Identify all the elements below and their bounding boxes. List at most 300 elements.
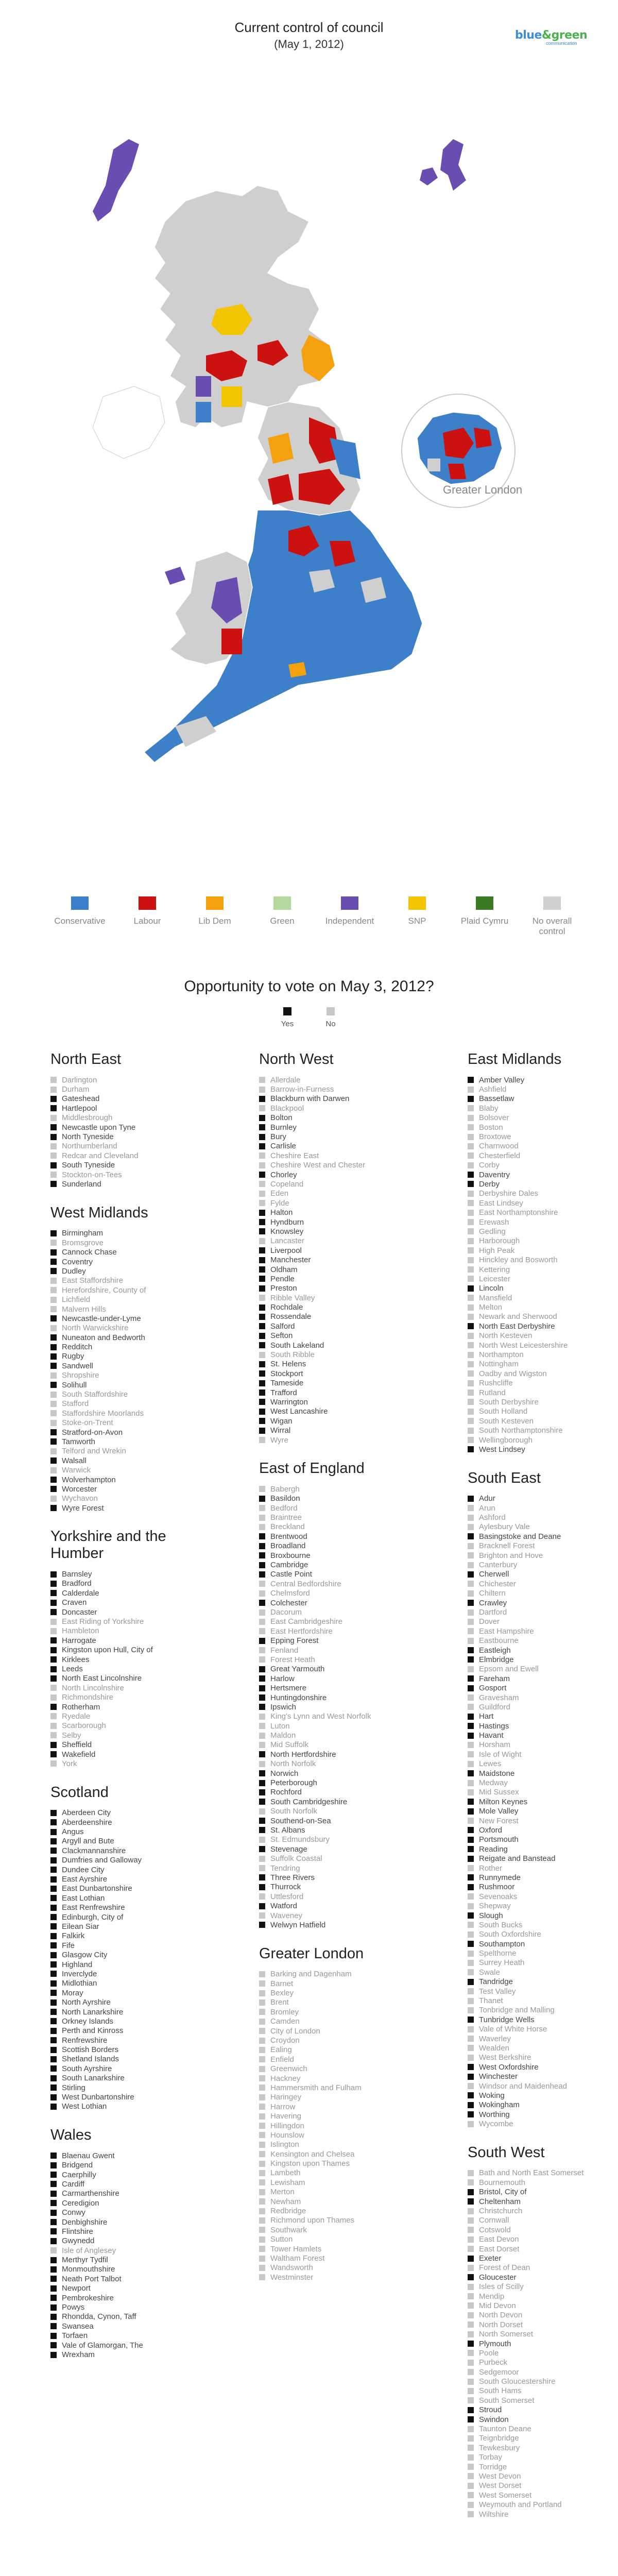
vote-no-marker <box>468 1865 474 1871</box>
council-item <box>259 2026 414 2036</box>
council-item <box>468 1208 618 1217</box>
council-name: North Hertfordshire <box>270 1750 336 1759</box>
council-item <box>50 2284 205 2293</box>
council-name: Moray <box>62 1988 83 1997</box>
council-name: Maidstone <box>479 1769 515 1778</box>
vote-yes-marker <box>50 1486 57 1492</box>
vote-yes-marker <box>468 1181 474 1187</box>
council-item <box>50 2170 205 2179</box>
council-item <box>50 1655 205 1664</box>
council-name: Lewisham <box>270 2178 305 2187</box>
council-item <box>259 1236 414 1246</box>
council-item <box>468 1084 618 1094</box>
logo-tagline: communication <box>546 41 577 46</box>
council-item <box>259 1979 414 1988</box>
council-name: Cannock Chase <box>62 1248 117 1257</box>
vote-no-marker <box>468 1361 474 1367</box>
vote-yes-marker <box>50 1429 57 1435</box>
council-name: Broxbourne <box>270 1551 311 1560</box>
vote-no-marker <box>468 1638 474 1644</box>
council-item <box>259 2188 414 2197</box>
council-name: Wellingborough <box>479 1435 533 1445</box>
legend-label: Independent <box>325 916 374 926</box>
council-item <box>259 2235 414 2244</box>
council-name: Monmouthshire <box>62 2265 115 2274</box>
council-name: Aberdeen City <box>62 1808 111 1818</box>
council-name: Denbighshire <box>62 2217 108 2227</box>
vote-yes-marker <box>50 2153 57 2159</box>
vote-no-marker <box>468 1304 474 1311</box>
vote-no-marker <box>468 1552 474 1558</box>
vote-no-marker <box>259 2028 265 2034</box>
council-item <box>259 1161 414 1170</box>
council-item <box>259 1560 414 1569</box>
council-item <box>50 1304 205 1314</box>
council-name: Hambleton <box>62 1626 99 1636</box>
council-item <box>259 1901 414 1910</box>
vote-no-marker <box>468 2331 474 2337</box>
council-name: West Lancashire <box>270 1407 328 1416</box>
northern-ireland-outline <box>93 386 165 459</box>
council-name: Brentwood <box>270 1532 307 1541</box>
region-title: South West <box>468 2144 545 2161</box>
vote-yes-marker <box>50 2009 57 2015</box>
vote-yes-marker <box>259 1304 265 1311</box>
council-item <box>50 1104 205 1113</box>
vote-no-marker <box>259 2179 265 2185</box>
council-name: Redditch <box>62 1343 93 1352</box>
vote-yes-marker <box>50 1259 57 1265</box>
vote-no-marker <box>259 2170 265 2176</box>
vote-yes-marker <box>259 1543 265 1549</box>
vote-no-marker <box>468 2360 474 2366</box>
council-name: Arun <box>479 1503 495 1513</box>
scotland-conservative-area <box>196 402 211 422</box>
council-item <box>50 1324 205 1333</box>
council-item <box>50 2179 205 2189</box>
council-name: Stroud <box>479 2405 502 2415</box>
vote-yes-marker <box>50 2191 57 2197</box>
council-name: Cornwall <box>479 2216 509 2225</box>
vote-no-marker <box>259 2066 265 2072</box>
council-name: Epping Forest <box>270 1636 319 1646</box>
vote-no-marker <box>468 1581 474 1587</box>
vote-no-marker <box>468 2483 474 2489</box>
council-item <box>468 2386 618 2396</box>
council-name: Wrexham <box>62 2350 95 2359</box>
council-name: Scottish Borders <box>62 2045 119 2055</box>
council-item <box>259 1179 414 1189</box>
vote-no-marker <box>468 2435 474 2442</box>
council-name: Tameside <box>270 1379 304 1388</box>
vote-yes-marker <box>50 1162 57 1168</box>
council-name: High Peak <box>479 1246 515 1255</box>
legend-label: SNP <box>408 916 426 926</box>
vote-yes-marker <box>259 1922 265 1928</box>
vote-yes-marker <box>259 1552 265 1558</box>
legend-swatch <box>408 896 426 910</box>
council-name: Selby <box>62 1731 81 1740</box>
vote-yes-marker <box>259 1172 265 1178</box>
vote-no-marker <box>468 1515 474 1521</box>
vote-yes-marker <box>259 1247 265 1253</box>
council-name: Kirklees <box>62 1655 90 1664</box>
council-item <box>468 1683 618 1692</box>
council-name: Stockport <box>270 1369 303 1378</box>
council-item <box>468 1265 618 1274</box>
vote-yes-marker <box>50 2084 57 2091</box>
council-item <box>50 1179 205 1189</box>
council-name: Croydon <box>270 2036 300 2045</box>
legend-label: Labour <box>133 916 161 926</box>
council-name: Mansfield <box>479 1293 512 1302</box>
vote-no-marker <box>259 2009 265 2015</box>
vote-yes-marker <box>50 1458 57 1464</box>
council-item <box>50 1437 205 1446</box>
vote-no-marker <box>468 2217 474 2224</box>
vote-yes-marker <box>259 1115 265 1121</box>
council-item <box>468 1626 618 1636</box>
vote-yes-marker <box>468 1799 474 1805</box>
vote-no-marker <box>468 1418 474 1424</box>
vote-yes-marker <box>259 1418 265 1424</box>
vote-yes-marker <box>468 1571 474 1578</box>
vote-no-marker <box>468 2464 474 2470</box>
council-name: Gwynedd <box>62 2236 95 2246</box>
council-item <box>259 2017 414 2026</box>
council-name: South Gloucestershire <box>479 2377 556 2386</box>
council-name: Sevenoaks <box>479 1892 518 1901</box>
council-name: Perth and Kinross <box>62 2026 124 2036</box>
council-item <box>50 1960 205 1969</box>
council-item <box>468 1189 618 1198</box>
council-name: East Devon <box>479 2235 519 2244</box>
council-name: Tower Hamlets <box>270 2244 322 2253</box>
vote-yes-marker <box>50 1637 57 1643</box>
council-name: East Hampshire <box>479 1626 534 1636</box>
council-item <box>468 2206 618 2215</box>
council-name: Leicester <box>479 1274 510 1283</box>
council-name: Torbay <box>479 2453 503 2462</box>
council-name: East Northamptonshire <box>479 1208 558 1217</box>
vote-no-marker <box>468 2083 474 2089</box>
vote-no-marker <box>259 1162 265 1168</box>
council-item <box>468 2053 618 2062</box>
council-name: Stratford-on-Avon <box>62 1428 123 1437</box>
council-item <box>50 1418 205 1428</box>
vote-no-marker <box>259 1105 265 1111</box>
vote-yes-marker <box>50 1249 57 1256</box>
council-item <box>50 1075 205 1084</box>
council-item <box>259 1541 414 1551</box>
vote-no-marker <box>468 2321 474 2328</box>
council-item <box>468 1227 618 1236</box>
council-item <box>50 1808 205 1818</box>
region-title: South East <box>468 1469 541 1486</box>
council-item <box>259 1911 414 1920</box>
vote-no-marker <box>259 1200 265 1206</box>
vote-yes-marker <box>259 1600 265 1606</box>
council-name: Worcester <box>62 1484 97 1494</box>
vote-no-marker <box>468 1276 474 1282</box>
council-name: South Kesteven <box>479 1416 534 1426</box>
vote-yes-marker <box>468 1714 474 1720</box>
council-item <box>259 1198 414 1208</box>
council-item <box>259 2216 414 2225</box>
vote-no-marker <box>50 1401 57 1407</box>
council-name: Lambeth <box>270 2168 301 2178</box>
council-item <box>468 2500 618 2509</box>
council-name: Neath Port Talbot <box>62 2274 122 2283</box>
council-name: Swindon <box>479 2415 509 2424</box>
council-name: Bradford <box>62 1579 92 1588</box>
council-name: Hart <box>479 1712 494 1721</box>
vote-yes-marker <box>468 1323 474 1329</box>
vote-yes-marker <box>50 1363 57 1369</box>
council-item <box>50 1503 205 1513</box>
council-name: Bridgend <box>62 2161 93 2170</box>
council-item <box>50 1683 205 1692</box>
council-name: Allerdale <box>270 1075 301 1084</box>
council-name: Chorley <box>270 1170 297 1179</box>
vote-no-marker <box>259 1808 265 1815</box>
vote-yes-marker <box>50 1923 57 1929</box>
council-item <box>50 1266 205 1276</box>
council-item <box>468 1541 618 1551</box>
council-name: Barnsley <box>62 1570 92 1579</box>
council-item <box>50 1912 205 1922</box>
vote-yes-marker <box>50 1609 57 1615</box>
council-name: Tunbridge Wells <box>479 2015 535 2024</box>
council-name: Adur <box>479 1494 495 1503</box>
council-item <box>468 1170 618 1179</box>
vote-no-marker <box>259 1181 265 1187</box>
council-item <box>259 2244 414 2253</box>
legend-swatch <box>476 896 493 910</box>
vote-no-marker <box>50 1115 57 1121</box>
council-item <box>259 1407 414 1416</box>
vote-yes-marker <box>50 2075 57 2081</box>
vote-yes-marker <box>50 1571 57 1578</box>
region-title: East Midlands <box>468 1051 562 1067</box>
council-name: South Northamptonshire <box>479 1426 563 1435</box>
council-name: Rochdale <box>270 1303 303 1312</box>
council-item <box>50 1084 205 1094</box>
region-column <box>259 1051 414 2297</box>
vote-no-marker <box>468 1428 474 1434</box>
council-name: East Dunbartonshire <box>62 1884 132 1893</box>
council-name: East Staffordshire <box>62 1276 123 1285</box>
uk-map-svg <box>0 67 618 871</box>
vote-no-marker <box>50 1306 57 1312</box>
vote-no-marker <box>259 1087 265 1093</box>
council-name: Craven <box>62 1598 87 1607</box>
vote-no-marker <box>259 1647 265 1653</box>
council-name: Caerphilly <box>62 2170 96 2179</box>
council-name: Watford <box>270 1902 297 1911</box>
council-name: South Oxfordshire <box>479 1930 541 1939</box>
council-item <box>468 1312 618 1321</box>
council-item <box>468 1407 618 1416</box>
council-name: South Holland <box>479 1407 528 1416</box>
council-name: Fife <box>62 1941 75 1950</box>
council-name: Blackpool <box>270 1104 304 1113</box>
council-name: Eilean Siar <box>62 1922 99 1931</box>
council-name: Test Valley <box>479 1987 516 1996</box>
council-name: Boston <box>479 1123 503 1132</box>
council-name: Liverpool <box>270 1246 302 1255</box>
council-name: Dundee City <box>62 1865 105 1874</box>
region-title: East of England <box>259 1460 365 1477</box>
council-item <box>468 1142 618 1151</box>
council-item <box>468 2006 618 2015</box>
council-item <box>468 2358 618 2367</box>
vote-no-marker <box>259 2123 265 2129</box>
council-item <box>259 2111 414 2121</box>
council-item <box>259 1655 414 1664</box>
council-item <box>259 1312 414 1321</box>
council-item <box>468 1094 618 1104</box>
council-name: Gateshead <box>62 1094 100 1104</box>
vote-no-marker <box>259 2151 265 2157</box>
vote-no-marker <box>468 1628 474 1634</box>
vote-yes-marker <box>468 1285 474 1292</box>
council-item <box>50 1247 205 1257</box>
vote-yes-marker <box>50 1999 57 2006</box>
council-item <box>468 2225 618 2234</box>
vote-yes-marker <box>259 1134 265 1140</box>
council-item <box>468 1560 618 1569</box>
council-item <box>468 1513 618 1522</box>
council-name: Torridge <box>479 2462 507 2471</box>
key-yes-swatch <box>283 1007 291 1015</box>
vote-no-marker <box>259 2056 265 2062</box>
council-item <box>468 1075 618 1084</box>
vote-no-marker <box>259 2227 265 2233</box>
vote-no-marker <box>50 1153 57 1159</box>
council-item <box>468 2490 618 2500</box>
council-item <box>259 1797 414 1806</box>
vote-no-marker <box>259 1238 265 1244</box>
council-name: Mid Suffolk <box>270 1740 308 1750</box>
council-name: Derbyshire Dales <box>479 1189 539 1198</box>
council-name: South Lakeland <box>270 1341 324 1350</box>
region-title: Wales <box>50 2127 92 2144</box>
council-item <box>468 1388 618 1397</box>
council-name: Sedgemoor <box>479 2367 519 2377</box>
vote-yes-marker <box>259 1496 265 1502</box>
vote-yes-marker <box>50 2333 57 2339</box>
council-item <box>50 1922 205 1931</box>
vote-yes-marker <box>468 2189 474 2195</box>
council-item <box>259 1920 414 1929</box>
council-item <box>50 1731 205 1740</box>
council-name: Mendip <box>479 2292 505 2301</box>
council-item <box>50 1399 205 1409</box>
vote-yes-marker <box>50 2210 57 2216</box>
council-item <box>50 1579 205 1588</box>
council-item <box>468 1123 618 1132</box>
vote-yes-marker <box>50 2219 57 2225</box>
council-name: Chelmsford <box>270 1589 310 1598</box>
council-name: Powys <box>62 2303 85 2312</box>
council-item <box>50 2350 205 2359</box>
council-name: Northampton <box>479 1350 524 1360</box>
vote-yes-marker <box>259 1884 265 1890</box>
council-item <box>468 2216 618 2225</box>
council-item <box>468 1132 618 1141</box>
vote-no-marker <box>468 1200 474 1206</box>
council-name: Rhondda, Cynon, Taff <box>62 2312 136 2321</box>
region-block <box>50 1784 205 2112</box>
region-title: Yorkshire and the Humber <box>50 1528 166 1562</box>
council-item <box>50 1409 205 1418</box>
council-item <box>50 1142 205 1151</box>
vote-no-marker <box>259 2265 265 2271</box>
council-item <box>468 1646 618 1655</box>
vote-yes-marker <box>50 1819 57 1825</box>
council-item <box>468 1331 618 1341</box>
council-item <box>468 2273 618 2282</box>
council-name: Malvern Hills <box>62 1304 106 1314</box>
council-item <box>50 1837 205 1846</box>
council-item <box>259 1532 414 1541</box>
vote-yes-marker <box>468 2016 474 2023</box>
council-item <box>50 1818 205 1827</box>
council-name: King's Lynn and West Norfolk <box>270 1712 371 1721</box>
council-name: Pendle <box>270 1274 295 1283</box>
council-item <box>50 2331 205 2341</box>
vote-yes-marker <box>259 1143 265 1149</box>
legend-swatch <box>139 896 156 910</box>
vote-no-marker <box>468 1266 474 1273</box>
council-name: Telford and Wrekin <box>62 1447 126 1456</box>
council-item <box>50 1636 205 1645</box>
council-name: Ryedale <box>62 1711 91 1721</box>
vote-yes-marker <box>259 1789 265 1795</box>
vote-no-marker <box>468 2179 474 2185</box>
council-name: Carmarthenshire <box>62 2189 119 2198</box>
council-item <box>50 2036 205 2045</box>
council-item <box>259 1284 414 1293</box>
council-name: Flintshire <box>62 2227 93 2236</box>
vote-yes-marker <box>468 1077 474 1083</box>
legend-item <box>321 896 378 926</box>
council-item <box>468 2168 618 2178</box>
council-item <box>50 2321 205 2331</box>
vote-no-marker <box>468 1370 474 1377</box>
vote-no-marker <box>259 1352 265 1358</box>
council-name: Ashford <box>479 1513 506 1522</box>
council-item <box>468 2034 618 2043</box>
council-name: West Somerset <box>479 2490 532 2500</box>
vote-no-marker <box>259 1912 265 1919</box>
council-item <box>259 1274 414 1283</box>
council-item <box>468 1844 618 1854</box>
vote-no-marker <box>468 1505 474 1511</box>
council-name: Uttlesford <box>270 1892 304 1901</box>
council-item <box>259 1617 414 1626</box>
council-name: North Dorset <box>479 2320 523 2329</box>
council-item <box>50 1361 205 1370</box>
vote-no-marker <box>259 1656 265 1663</box>
council-name: Greenwich <box>270 2064 307 2074</box>
region-column <box>50 1051 205 2375</box>
vote-yes-marker <box>468 1874 474 1880</box>
council-name: Herefordshire, County of <box>62 1285 146 1295</box>
vote-yes-marker <box>50 2228 57 2234</box>
vote-no-marker <box>468 2055 474 2061</box>
